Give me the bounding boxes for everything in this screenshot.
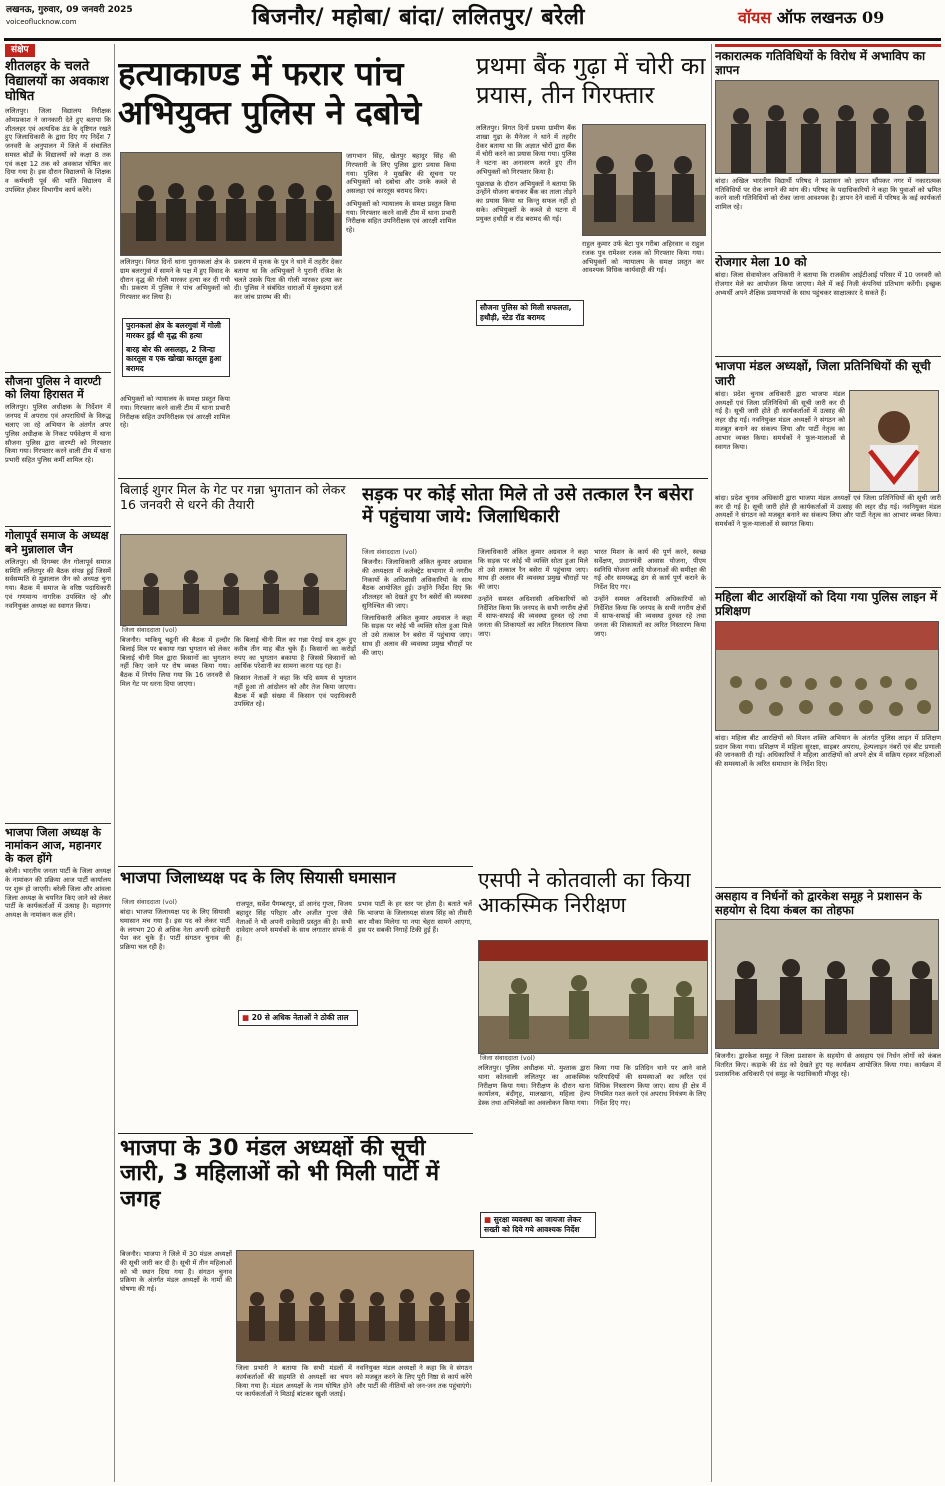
column-rule <box>114 44 115 1482</box>
brand-prefix: वॉयस <box>738 8 772 27</box>
story4-col-a <box>362 558 472 863</box>
story4-body: जिलाधिकारी अंकित कुमार अग्रवाल ने कहा कि सड़क पर कोई भी व्यक्ति सोता हुआ मिले तो उसे तत्काल रैन बसेरा में पहुंचाया जाए। साथ ही अलाव की व्यवस्था प्रमुख चौराहों पर की जाए। <box>478 548 588 592</box>
section-rule <box>118 1133 473 1134</box>
right-column <box>715 44 941 1482</box>
right-body: बांदा। जिला सेवायोजन अधिकारी ने बताया कि राजकीय आईटीआई परिसर में 10 जनवरी को रोजगार मेले का आयोजन किया जाएगा। मेले में कई निजी कंपनियां प्रतिभाग करेंगी। इच्छुक अभ्यर्थी अपने शैक्षिक प्रमाणपत्रों के साथ पहुंचकर साक्षात्कार दे सकते हैं। <box>715 271 941 297</box>
story1-headline-box <box>118 55 458 155</box>
story4-col-b <box>478 548 588 863</box>
story2-body: राहुल कुमार उर्फ बेटा पुत्र गरीबा अहिरवार व राहुल रजक पुत्र रामेश्वर रजक को गिरफ्तार किया गया। अभियुक्तों को न्यायालय के समक्ष प्रस्तुत कर आवश्यक विधिक कार्यवाही की गई। <box>582 240 704 275</box>
story2-col-b <box>582 240 704 470</box>
brief-headline: शीतलहर के चलते विद्यालयों का अवकाश घोषित <box>5 59 109 105</box>
callout-line: पुरानकलां क्षेत्र के बलरगुवां में गोली मारकर हुई थी वृद्ध की हत्या <box>126 321 221 340</box>
story2-body: पूछताछ के दौरान अभियुक्तों ने बताया कि उन्होंने योजना बनाकर बैंक का ताला तोड़ने का प्रयास किया था किन्तु सफल नहीं हो सके। अभियुक्तों के कब्जे से घटना में प्रयुक्त हथौड़ी व रॉड बरामद की गई। <box>476 179 576 223</box>
story6-headline: एसपी ने कोतवाली का किया आकस्मिक निरीक्षण <box>478 868 691 918</box>
story5-col-c <box>358 900 472 1130</box>
date-line: लखनऊ, गुरुवार, 09 जनवरी 2025 <box>6 5 133 15</box>
callout-line: 20 से अधिक नेताओं ने ठोकी ताल <box>251 1013 349 1022</box>
story6-body: किया गया कि प्रतिदिन थाने पर आने वाले फरियादियों की समस्याओं का त्वरित एवं विधिक निस्तारण किया जाए। साथ ही क्षेत्र में नियमित गश्त करने एवं अपराध नियंत्रण के लिए निर्देश दिए गए। <box>594 1064 706 1108</box>
accused-photo-icon <box>583 125 705 235</box>
blanket-distribution-photo-icon <box>716 920 938 1048</box>
callout-bullet-icon: ■ <box>484 1215 494 1224</box>
story6-body: ललितपुर। पुलिस अधीक्षक मो. मुश्ताक द्वारा थाना कोतवाली ललितपुर का आकस्मिक निरीक्षण किया गया। निरीक्षण के दौरान थाना कार्यालय, बंदीगृह, मालखाना, महिला हेल्प डेस्क तथा अभिलेखों का अवलोकन किया गया। <box>478 1064 590 1108</box>
story5-body: राजपूत, सर्वेश पैगम्बरपुर, डॉ आनंद गुप्ता, विजय बहादुर सिंह परिहार और अजीत गुप्ता जैसे नेताओं ने भी अपनी दावेदारी प्रस्तुत की है। सभी दावेदार अपने समर्थकों के साथ लगातार संपर्क में हैं। <box>236 900 352 944</box>
story3-body: कि बिलाई चीनी मिल का गन्ना पेराई सत्र शुरू हुए करीब तीन माह बीत चुके हैं। किसानों का करोड़ों रुपए का भुगतान बकाया है जिससे किसानों को आर्थिक परेशानी का सामना करना पड़ रहा है। <box>234 636 356 671</box>
story2-body: ललितपुर। विगत दिनों प्रथमा ग्रामीण बैंक शाखा गुढ़ा के मैनेजर ने थाने में तहरीर देकर बताया था कि अज्ञात चोरों द्वारा बैंक में चोरी करने का प्रयास किया गया। पुलिस ने घटना का अनावरण करते हुए तीन अभियुक्तों को गिरफ्तार किया है। <box>476 124 576 176</box>
story5-callout <box>238 1010 358 1026</box>
story1-callout <box>122 318 230 377</box>
story6-callout <box>480 1212 596 1238</box>
brief-body: ललितपुर। पुलिस अधीक्षक के निर्देशन में जनपद में अपराध एवं अपराधियों के विरुद्ध चलाए जा रहे अभियान के अंतर्गत अपर पुलिस अधीक्षक के निकट पर्यवेक्षण में थाना सौजना पुलिस द्वारा वारण्टी को गिरफ्तार किया गया। गिरफ्तार करने वाली टीम में थाना प्रभारी सहित पुलिस कर्मी शामिल रहे। <box>5 403 111 465</box>
story5-dateline: जिला संवाददाता (vol) <box>122 898 178 906</box>
story7-body: जिला प्रभारी ने बताया कि सभी मंडलों में कार्यकर्ताओं की सहमति से अध्यक्षों का चयन किया गया है। मंडल अध्यक्षों के नाम घोषित होने पर कार्यकर्ताओं ने मिठाई बांटकर खुशी जताई। <box>236 1364 352 1399</box>
story7-photo <box>236 1250 474 1362</box>
story1-col-b <box>234 258 342 473</box>
story1-body: प्रकरण में मृतक के पुत्र ने थाने में तहरीर देकर बताया था कि अभियुक्तों ने पुरानी रंजिश के चलते उसके पिता की गोली मारकर हत्या कर दी। पुलिस ने संबंधित धाराओं में मुकदमा दर्ज कर जांच प्रारम्भ की थी। <box>234 258 342 302</box>
story7-headline: भाजपा के 30 मंडल अध्यक्षों की सूची जारी, 3 महिलाओं को भी मिली पार्टी में जगह <box>120 1136 439 1212</box>
police-photo-icon <box>479 941 707 1053</box>
story3-col-a <box>120 636 230 861</box>
story2-headline: प्रथमा बैंक गुढ़ा में चोरी का प्रयास, तीन गिरफ्तार <box>476 52 706 109</box>
site-url[interactable]: voiceoflucknow.com <box>6 18 77 26</box>
right-photo-3 <box>715 919 939 1049</box>
protest-photo-icon <box>716 81 938 173</box>
section-rule <box>118 478 708 479</box>
story1-body: जागभान सिंह, खेतपुर बहादुर सिंह की गिरफ्तारी के लिए पुलिस द्वारा प्रयास किया गया। पुलिस ने मुखबिर की सूचना पर अभियुक्तों को दबोचा और उनके कब्जे से असलहा एवं कारतूस बरामद किए। <box>346 152 456 196</box>
right-headline: रोजगार मेला 10 को <box>715 252 941 269</box>
right-r3-row <box>715 390 941 492</box>
right-body: बांदा। प्रदेश चुनाव अधिकारी द्वारा भाजपा मंडल अध्यक्षों एवं जिला प्रतिनिधियों की सूची जारी कर दी गई है। सूची जारी होते ही कार्यकर्ताओं में उत्साह की लहर दौड़ गई। नवनियुक्त मंडल अध्यक्षों ने संगठन को मजबूत बनाने का संकल्प लिया और पार्टी नेतृत्व का आभार व्यक्त किया। समर्थकों ने फूल-मालाओं से स्वागत किया। <box>715 493 941 529</box>
story6-col-b <box>594 1064 706 1482</box>
story4-body: भारत मिशन के कार्य की पूर्ण करने, स्वच्छ सर्वेक्षण, प्रधानमंत्री आवास योजना, पीएम स्वनिधि योजना आदि योजनाओं की समीक्षा की गई और समयबद्ध ढंग से कार्य पूर्ण कराने के निर्देश दिए गए। <box>594 548 706 592</box>
story3-col-b <box>234 636 356 861</box>
right-photo-1 <box>715 80 939 174</box>
right-body: बांदा। महिला बीट आरक्षियों को मिशन शक्ति अभियान के अंतर्गत पुलिस लाइन में प्रशिक्षण प्रदान किया गया। प्रशिक्षण में महिला सुरक्षा, साइबर अपराध, हेल्पलाइन नंबरों एवं बीट प्रणाली की जानकारी दी गई। अधिकारियों ने महिला आरक्षियों को अपने क्षेत्र में सक्रिय रहकर महिलाओं की समस्याओं के त्वरित समाधान के निर्देश दिए। <box>715 733 941 769</box>
story1-body: ललितपुर। विगत दिनों थाना पुरानकलां क्षेत्र के ग्राम बलरगुवां में सामने के पक्ष में हुए विवाद के दौरान वृद्ध की गोली मारकर हत्या कर दी गयी थी। प्रकरण में पुलिस ने पांच अभियुक्तों को गिरफ्तार कर लिया है। <box>120 258 230 302</box>
story4-col-c <box>594 548 706 863</box>
story7-body: बिजनौर। भाजपा ने जिले में 30 मंडल अध्यक्षों की सूची जारी कर दी है। सूची में तीन महिलाओं को भी स्थान दिया गया है। संगठन चुनाव प्रक्रिया के अंतर्गत मंडल अध्यक्षों के नामों की घोषणा की गई। <box>120 1250 232 1294</box>
story1-headline: हत्याकाण्ड में फरार पांच अभियुक्त पुलिस ने दबोचे <box>118 55 422 132</box>
brand-suffix: ऑफ लखनऊ <box>776 8 857 27</box>
story4-body: उन्होंने समस्त अधिशासी अधिकारियों को निर्देशित किया कि जनपद के सभी नगरीय क्षेत्रों में साफ-सफाई की व्यवस्था दुरुस्त रहे तथा जनता की शिकायतों का त्वरित निस्तारण किया जाए। <box>594 594 706 638</box>
right-photo-2 <box>715 621 939 731</box>
brief-body: ललितपुर। जिला विद्यालय निरीक्षक ओमप्रकाश ने जानकारी देते हुए बताया कि शीतलहर एवं अत्यधिक ठंड के दृष्टिगत रखते हुए जिलाधिकारी के द्वारा दिए गए निर्देश 7 जनवरी के अनुपालन में जिले में संचालित समस्त बोर्डों के विद्यालयों को कक्षा 8 तक एवं कक्षा 12 तक को अवकाश घोषित कर दिया गया है। इस दौरान विद्यालयों के शिक्षक व कर्मचारी पूर्व की भांति विद्यालय में उपस्थित होकर विभागीय कार्य करेंगे। <box>5 107 111 194</box>
story3-body: किसान नेताओं ने कहा कि यदि समय से भुगतान नहीं हुआ तो आंदोलन को और तेज किया जाएगा। बैठक में बड़ी संख्या में किसान एवं पदाधिकारी उपस्थित रहे। <box>234 674 356 709</box>
story1-body: अभियुक्तों को न्यायालय के समक्ष प्रस्तुत किया गया। गिरफ्तार करने वाली टीम में थाना प्रभारी निरीक्षक सहित उपनिरीक्षक एवं आरक्षी शामिल रहे। <box>120 395 230 430</box>
story4-dateline: जिला संवाददाता (vol) <box>362 548 418 556</box>
brief-headline: सौजना पुलिस ने वारण्टी को लिया हिरासत में <box>5 372 111 401</box>
story3-caption: जिला संवाददाता (vol) <box>122 626 178 634</box>
story7-col-b <box>236 1364 352 1482</box>
callout-line: बारह बोर की असलहा, 2 जिन्दा कारतूस व एक खोखा कारतूस हुआ बरामद <box>126 344 222 373</box>
right-headline: नकारात्मक गतिविधियों के विरोध में अभाविप का ज्ञापन <box>715 44 941 78</box>
story7-headline-box <box>120 1136 472 1248</box>
right-headline: महिला बीट आरक्षियों को दिया गया पुलिस लाइन में प्रशिक्षण <box>715 587 941 619</box>
story5-headline-box <box>120 868 470 898</box>
story3-photo <box>120 534 347 626</box>
right-headline: भाजपा मंडल अध्यक्षों, जिला प्रतिनिधियों की सूची जारी <box>715 356 941 388</box>
group-photo-icon <box>121 153 341 255</box>
callout-line: सौजना पुलिस को मिली सफलता, हथौड़ी, स्टेड रॉड बरामद <box>480 303 572 322</box>
crowd-photo-icon <box>237 1251 473 1361</box>
story2-photo <box>582 124 706 236</box>
story4-headline-box <box>362 484 708 546</box>
masthead-brand <box>738 8 884 28</box>
right-body: बांदा। अखिल भारतीय विद्यार्थी परिषद ने प्रशासन को ज्ञापन सौंपकर नगर में नकारात्मक गतिविधियों पर रोक लगाने की मांग की। परिषद के पदाधिकारियों ने कहा कि युवाओं को भ्रमित करने वाली गतिविधियों को रोका जाना आवश्यक है। ज्ञापन देने वालों में परिषद के कई कार्यकर्ता शामिल रहे। <box>715 176 941 212</box>
left-column <box>5 44 111 1482</box>
story7-body: नवनियुक्त मंडल अध्यक्षों ने कहा कि वे संगठन को मजबूत करने के लिए पूरी निष्ठा से कार्य करेंगे और पार्टी की नीतियों को जन-जन तक पहुंचाएंगे। <box>356 1364 472 1390</box>
story5-body: प्रभाव पार्टी के हर स्तर पर होता है। बताते चलें कि भाजपा के जिलाध्यक्ष संजय सिंह को तीसरी बार मौका मिलेगा या नया चेहरा सामने आएगा, इस पर सबकी निगाहें टिकी हुई हैं। <box>358 900 472 935</box>
callout-line: सुरक्षा व्यवस्था का जायजा लेकर सख्ती को दिये गये आवश्यक निर्देश <box>484 1215 582 1234</box>
right-photo-portrait <box>849 390 939 492</box>
brief-headline: भाजपा जिला अध्यक्ष के नामांकन आज, महानगर के कल होंगे <box>5 823 111 866</box>
story4-body: जिलाधिकारी अंकित कुमार अग्रवाल ने कहा कि सड़क पर कोई भी व्यक्ति सोता हुआ मिले तो उसे तत्काल रैन बसेरा में पहुंचाया जाए। साथ ही अलाव की व्यवस्था प्रमुख चौराहों पर की जाए। <box>362 613 472 657</box>
story3-headline-box <box>120 482 355 532</box>
story4-body: बिजनौर। जिलाधिकारी अंकित कुमार अग्रवाल की अध्यक्षता में कलेक्ट्रेट सभागार में नगरीय निकायों के अधिशासी अधिकारियों के साथ बैठक आयोजित हुई। उन्होंने निर्देश दिए कि शीतलहर को देखते हुए रैन बसेरों की व्यवस्था सुनिश्चित की जाए। <box>362 558 472 610</box>
story6-photo <box>478 940 708 1054</box>
story7-col-c <box>356 1364 472 1482</box>
story7-col-a <box>120 1250 232 1482</box>
story1-col-c <box>346 152 456 472</box>
column-rule <box>711 44 712 1482</box>
story1-body: अभियुक्तों को न्यायालय के समक्ष प्रस्तुत किया गया। गिरफ्तार करने वाली टीम में थाना प्रभारी निरीक्षक सहित उपनिरीक्षक एवं आरक्षी शामिल रहे। <box>346 199 456 235</box>
brief-body: बरेली। भारतीय जनता पार्टी के जिला अध्यक्ष के नामांकन की प्रक्रिया आज पार्टी कार्यालय पर शुरू हो जाएगी। बरेली जिला और आंवला जिला अध्यक्ष के चयनित किए जाने को लेकर पार्टी के कार्यकर्ताओं में उत्साह है। महानगर अध्यक्ष के नामांकन कल होंगे। <box>5 867 111 920</box>
callout-bullet-icon: ■ <box>242 1013 252 1022</box>
story5-col-a <box>120 908 230 1130</box>
right-headline: असहाय व निर्धनों को द्वारकेश समूह ने प्रशासन के सहयोग से दिया कंबल का तोहफा <box>715 887 941 918</box>
meeting-photo-icon <box>121 535 346 625</box>
story4-headline: सड़क पर कोई सोता मिले तो उसे तत्काल रैन बसेरा में पहुंचाया जाये: जिलाधिकारी <box>362 484 693 527</box>
story3-body: बिजनौर। भाकियू चढूनी की बैठक में हल्दौर बिलाई मिल पर बकाया गन्ना भुगतान को लेकर बिलाई चीनी मिल द्वारा किसानों का भुगतान नहीं किए जाने पर रोष व्यक्त किया गया। बैठक में निर्णय लिया गया कि 16 जनवरी से मिल गेट पर धरना दिया जाएगा। <box>120 636 230 688</box>
section-rule <box>118 866 473 867</box>
section-label: संक्षेप <box>5 44 35 57</box>
story4-body: उन्होंने समस्त अधिशासी अधिकारियों को निर्देशित किया कि जनपद के सभी नगरीय क्षेत्रों में साफ-सफाई की व्यवस्था दुरुस्त रहे तथा जनता की शिकायतों का त्वरित निस्तारण किया जाए। <box>478 594 588 638</box>
training-photo-icon <box>716 622 938 730</box>
story2-callout <box>476 300 584 326</box>
brief-body: ललितपुर। श्री दिगम्बर जैन गोलापूर्व समाज समिति ललितपुर की बैठक संपन्न हुई जिसमें सर्वसम्मति से मुन्नालाल जैन को अध्यक्ष चुना गया। बैठक में समाज के वरिष्ठ पदाधिकारी एवं गणमान्य नागरिक उपस्थित रहे और नवनियुक्त अध्यक्ष का स्वागत किया। <box>5 557 111 610</box>
right-body: बांदा। प्रदेश चुनाव अधिकारी द्वारा भाजपा मंडल अध्यक्षों एवं जिला प्रतिनिधियों की सूची जारी कर दी गई है। सूची जारी होते ही कार्यकर्ताओं में उत्साह की लहर दौड़ गई। नवनियुक्त मंडल अध्यक्षों ने संगठन को मजबूत बनाने का संकल्प लिया और पार्टी नेतृत्व का आभार व्यक्त किया। समर्थकों ने फूल-मालाओं से स्वागत किया। <box>715 389 845 451</box>
right-body: बिजनौर। द्वारकेश समूह ने जिला प्रशासन के सहयोग से असहाय एवं निर्धन लोगों को कंबल वितरित किए। कड़ाके की ठंड को देखते हुए यह कार्यक्रम आयोजित किया गया। कार्यक्रम में प्रशासनिक अधिकारी एवं समूह के पदाधिकारी मौजूद रहे। <box>715 1052 941 1078</box>
story2-headline-box <box>476 52 706 122</box>
story1-photo <box>120 152 342 256</box>
story6-caption: जिला संवाददाता (vol) <box>480 1054 536 1062</box>
portrait-photo-icon <box>850 391 938 491</box>
story6-headline-box <box>478 868 708 940</box>
story3-headline: बिलाई शुगर मिल के गेट पर गन्ना भुगतान को लेकर 16 जनवरी से धरने की तैयारी <box>120 482 346 512</box>
story2-col-a <box>476 124 576 469</box>
story5-headline: भाजपा जिलाध्यक्ष पद के लिए सियासी घमासान <box>120 868 396 887</box>
story1-col-d <box>120 395 230 475</box>
story6-col-a <box>478 1064 590 1482</box>
brief-headline: गोलापूर्व समाज के अध्यक्ष बने मुन्नालाल जैन <box>5 526 111 555</box>
story5-body: बांदा। भाजपा जिलाध्यक्ष पद के लिए सियासी घमासान मच गया है। इस पद को लेकर पार्टी के लगभग 20 से अधिक नेता अपनी दावेदारी पेश कर चुके हैं। पार्टी संगठन चुनाव की प्रक्रिया चल रही है। <box>120 908 230 952</box>
header-rule <box>4 38 941 41</box>
section-title: बिजनौर/ महोबा/ बांदा/ ललितपुर/ बरेली <box>252 4 585 30</box>
page-number: 09 <box>861 8 885 27</box>
